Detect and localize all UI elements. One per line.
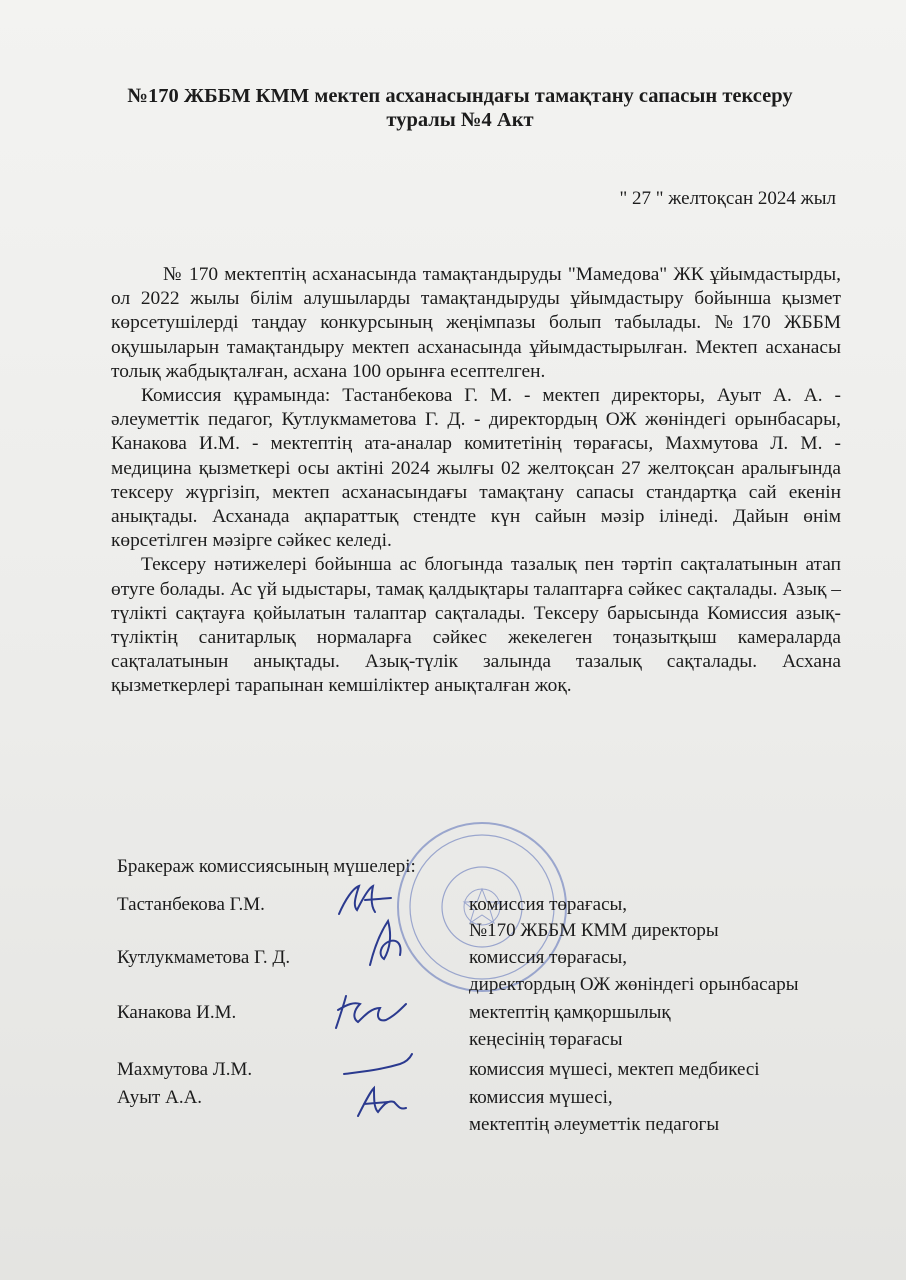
member-role-cont: кеңесінің төрағасы [469, 1029, 623, 1050]
member-row-4 [117, 1059, 857, 1083]
member-name: Тастанбекова Г.М. [117, 894, 265, 915]
signature-kutlukmametova [360, 915, 410, 970]
member-role: комиссия мүшесі, [469, 1087, 613, 1108]
title-line-1: №170 ЖББМ КММ мектеп асханасындағы тамақтану сапасын тексеру [127, 85, 793, 107]
member-name: Кутлукмаметова Г. Д. [117, 947, 291, 968]
signature-kanakova [330, 990, 410, 1032]
member-name: Махмутова Л.М. [117, 1059, 253, 1080]
member-row-5-cont [117, 1114, 857, 1138]
member-role: мектептің қамқоршылық [469, 1002, 671, 1023]
document-title [110, 84, 810, 132]
member-role: комиссия төрағасы, [469, 894, 628, 915]
paragraph-commission: Комиссия құрамында: Тастанбекова Г. М. - мектеп директоры, Ауыт А. А. - әлеуметтік педагог, Кутлукмаметова Г. Д. - директордың ОЖ жөніндегі орынбасары, Канакова И.М. - мектептің ата-аналар комитетінің төрағасы, Махмутова Л. М. - медицина қызметкері осы актіні 2024 жылғы 02 желтоқсан 27 желтоқсан аралығында тексеру жүргізіп, мектеп асханасындағы тамақтану сапасы стандартқа сай екенін анықтады. Асханада ақпараттық стендте күн сайын мәзір ілінеді. Дайын өнім көрсетілген мәзірге сәйкес келеді. [111, 385, 841, 552]
document-body [111, 263, 841, 699]
member-row-1-cont [117, 920, 857, 944]
member-row-2-cont [117, 974, 857, 998]
signature-makhmutova [340, 1050, 420, 1080]
paragraph-intro: № 170 мектептің асханасында тамақтандыруды "Мамедова" ЖК ұйымдастырды, ол 2022 жылы білім алушыларды тамақтандыруды ұйымдастыру бойынша қызмет көрсетушілерді таңдау конкурсының жеңімпазы болып табылады. №170 ЖББМ оқушыларын тамақтандыру мектеп асханасында ұйымдастырылған. Мектеп асханасы толық жабдықталған, асхана 100 орынға есептелген. [111, 264, 841, 382]
member-row-3-cont [117, 1029, 857, 1053]
member-role: комиссия төрағасы, [469, 947, 628, 968]
member-row-3 [117, 1002, 857, 1026]
member-row-1 [117, 894, 857, 918]
document-date: " 27 " желтоқсан 2024 жыл [619, 188, 836, 209]
signature-auyt [352, 1082, 412, 1122]
member-row-2 [117, 947, 857, 971]
title-line-2: туралы №4 Акт [386, 109, 534, 131]
member-role-cont: директордың ОЖ жөніндегі орынбасары [469, 974, 799, 995]
member-role-cont: мектептің әлеуметтік педагогы [469, 1114, 720, 1135]
member-name: Канакова И.М. [117, 1002, 237, 1023]
signature-tastanbekova [335, 880, 395, 920]
paragraph-results: Тексеру нәтижелері бойынша ас блогында тазалық пен тәртіп сақталатынын атап өтуге болады. Ас үй ыдыстары, тамақ қалдықтары талаптарға сәйкес сақталады. Азық – түлікті сақтауға қойылатын талаптар сақталады. Тексеру барысында Комиссия азық-түліктің санитарлық нормаларға сәйкес жекелеген тоңазытқыш камераларда сақталатынын анықтады. Азық-түлік залында тазалық сақталады. Асхана қызметкерлері тарапынан кемшіліктер анықталған жоқ. [111, 554, 841, 697]
members-heading: Бракераж комиссиясының мүшелері: [117, 856, 416, 877]
member-role: комиссия мүшесі, мектеп медбикесі [469, 1059, 760, 1080]
member-name: Ауыт А.А. [117, 1087, 203, 1108]
member-role-cont: №170 ЖББМ КММ директоры [469, 920, 719, 941]
member-row-5 [117, 1087, 857, 1111]
